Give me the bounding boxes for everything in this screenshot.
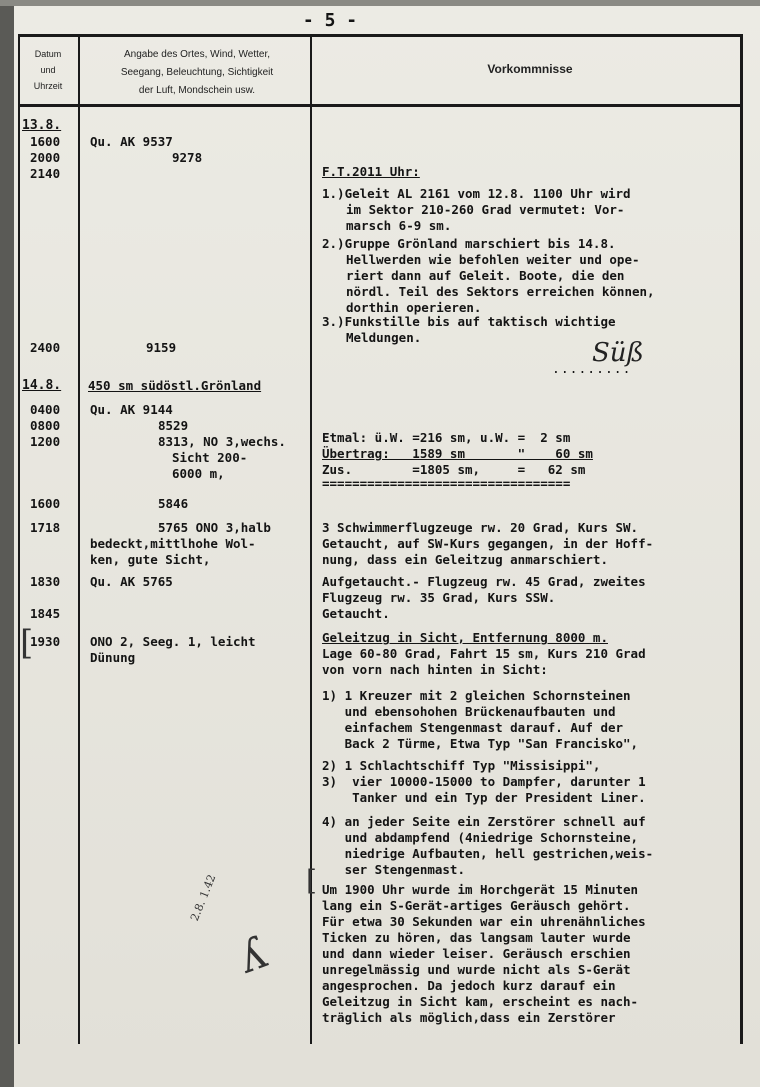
location-entry: Qu. AK 9537 <box>90 134 173 149</box>
event-line: Lage 60-80 Grad, Fahrt 15 sm, Kurs 210 Grad <box>322 646 646 661</box>
time-entry: 2000 <box>30 150 61 165</box>
location-entry: ONO 2, Seeg. 1, leicht <box>90 634 256 649</box>
location-entry: 8313, NO 3,wechs. <box>158 434 286 449</box>
location-entry: 6000 m, <box>172 466 225 481</box>
event-line: niedrige Aufbauten, hell gestrichen,weis- <box>322 846 654 861</box>
handwritten-mark: ʎ <box>232 927 273 984</box>
event-line: im Sektor 210-260 Grad vermutet: Vor- <box>346 202 625 217</box>
event-line: Getaucht. <box>322 606 390 621</box>
location-entry: Sicht 200- <box>172 450 248 465</box>
location-entry: 8529 <box>158 418 189 433</box>
event-line: und abdampfend (4niedrige Schornsteine, <box>322 830 639 845</box>
bracket-mark: [ <box>306 864 317 897</box>
event-line: nördl. Teil des Sektors erreichen können, <box>346 284 655 299</box>
event-line: Geleitzug in Sicht, Entfernung 8000 m. <box>322 630 608 645</box>
event-line: unregelmässig und wurde nicht als S-Gerät <box>322 962 631 977</box>
event-line: Geleitzug in Sicht kam, erscheint es nach- <box>322 994 639 1009</box>
event-line: riert dann auf Geleit. Boote, die den <box>346 268 625 283</box>
location-entry: 9278 <box>172 150 203 165</box>
event-line: lang ein S-Gerät-artiges Geräusch gehört. <box>322 898 631 913</box>
header-events: Vorkommnisse <box>487 62 573 76</box>
time-entry: 2400 <box>30 340 61 355</box>
event-line: ser Stengenmast. <box>322 862 465 877</box>
location-entry: Dünung <box>90 650 136 665</box>
page-number: - 5 - <box>302 10 358 31</box>
event-line: Ticken zu hören, das langsam lauter wurde <box>322 930 631 945</box>
event-line: 2.)Gruppe Grönland marschiert bis 14.8. <box>322 236 616 251</box>
location-entry: 450 sm südöstl.Grönland <box>88 378 262 393</box>
etmal-row: ================================= <box>322 476 571 491</box>
col-line-left <box>18 34 20 1044</box>
event-line: nung, dass ein Geleitzug anmarschiert. <box>322 552 608 567</box>
bracket-mark: [ <box>20 623 34 663</box>
col-line-right <box>740 34 743 1044</box>
time-entry: 1600 <box>30 496 61 511</box>
location-entry: ken, gute Sicht, <box>90 552 211 567</box>
event-line: 1.)Geleit AL 2161 vom 12.8. 1100 Uhr wird <box>322 186 631 201</box>
event-line: Flugzeug rw. 35 Grad, Kurs SSW. <box>322 590 556 605</box>
time-entry: 1718 <box>30 520 61 535</box>
col-line-1 <box>78 34 80 1044</box>
handwritten-stamp: 2.8. 1.42 <box>188 872 219 923</box>
header-location-weather: Angabe des Ortes, Wind, Wetter, Seegang, Beleuchtung, Sichtigkeit der Luft, Mondschein usw. <box>120 49 274 96</box>
event-line: 3 Schwimmerflugzeuge rw. 20 Grad, Kurs SW. <box>322 520 639 535</box>
time-entry: 1930 <box>30 634 61 649</box>
event-line: und ebensohohen Brückenaufbauten und <box>322 704 616 719</box>
time-entry: 1200 <box>30 434 61 449</box>
scan-edge-top <box>0 0 760 6</box>
time-entry: 14.8. <box>22 378 62 393</box>
location-entry: 9159 <box>146 340 177 355</box>
event-line: 3.)Funkstille bis auf taktisch wichtige <box>322 314 616 329</box>
time-entry: 1600 <box>30 134 61 149</box>
event-line: 2) 1 Schlachtschiff Typ "Missisippi", <box>322 758 601 773</box>
time-entry: 0800 <box>30 418 61 433</box>
etmal-row: Übertrag: 1589 sm " 60 sm <box>322 446 593 461</box>
event-line: Tanker und ein Typ der President Liner. <box>322 790 646 805</box>
radio-message-heading: F.T.2011 Uhr: <box>322 164 420 179</box>
event-line: von vorn nach hinten in Sicht: <box>322 662 548 677</box>
event-line: 1) 1 Kreuzer mit 2 gleichen Schornsteinen <box>322 688 631 703</box>
event-line: Meldungen. <box>346 330 422 345</box>
time-entry: 2140 <box>30 166 61 181</box>
time-entry: 0400 <box>30 402 61 417</box>
event-line: Aufgetaucht.- Flugzeug rw. 45 Grad, zweites <box>322 574 646 589</box>
location-entry: 5846 <box>158 496 189 511</box>
location-entry: Qu. AK 5765 <box>90 574 173 589</box>
location-entry: Qu. AK 9144 <box>90 402 173 417</box>
time-entry: 1830 <box>30 574 61 589</box>
handwritten-signature: Süß <box>592 338 644 368</box>
event-line: Für etwa 30 Sekunden war ein uhrenähnliches <box>322 914 646 929</box>
event-line: angesprochen. Da jedoch kurz darauf ein <box>322 978 616 993</box>
header-bottom-line <box>18 104 742 107</box>
header-date-time: Datum und Uhrzeit <box>33 49 63 91</box>
event-line: Back 2 Türme, Etwa Typ "San Francisko", <box>322 736 639 751</box>
scan-edge <box>0 0 14 1087</box>
location-entry: 5765 ONO 3,halb <box>158 520 271 535</box>
etmal-row: Zus. =1805 sm, = 62 sm <box>322 462 586 477</box>
event-line: dorthin operieren. <box>346 300 482 315</box>
location-entry: bedeckt,mittlhohe Wol- <box>90 536 256 551</box>
event-line: einfachem Stengenmast darauf. Auf der <box>322 720 624 735</box>
event-line: Hellwerden wie befohlen weiter und ope- <box>346 252 640 267</box>
event-line: und dann wieder leiser. Geräusch erschien <box>322 946 631 961</box>
time-entry: 1845 <box>30 606 61 621</box>
event-line: 4) an jeder Seite ein Zerstörer schnell auf <box>322 814 646 829</box>
table-top-line <box>18 34 742 37</box>
time-entry: 13.8. <box>22 118 62 133</box>
event-line: träglich als möglich,dass ein Zerstörer <box>322 1010 616 1025</box>
event-line: 3) vier 10000-15000 to Dampfer, darunter 1 <box>322 774 646 789</box>
event-line: Getaucht, auf SW-Kurs gegangen, in der Hoff- <box>322 536 654 551</box>
event-line: Um 1900 Uhr wurde im Horchgerät 15 Minuten <box>322 882 639 897</box>
event-line: marsch 6-9 sm. <box>346 218 452 233</box>
etmal-row: Etmal: ü.W. =216 sm, u.W. = 2 sm <box>322 430 571 445</box>
signature-dots: ......... <box>552 362 632 377</box>
